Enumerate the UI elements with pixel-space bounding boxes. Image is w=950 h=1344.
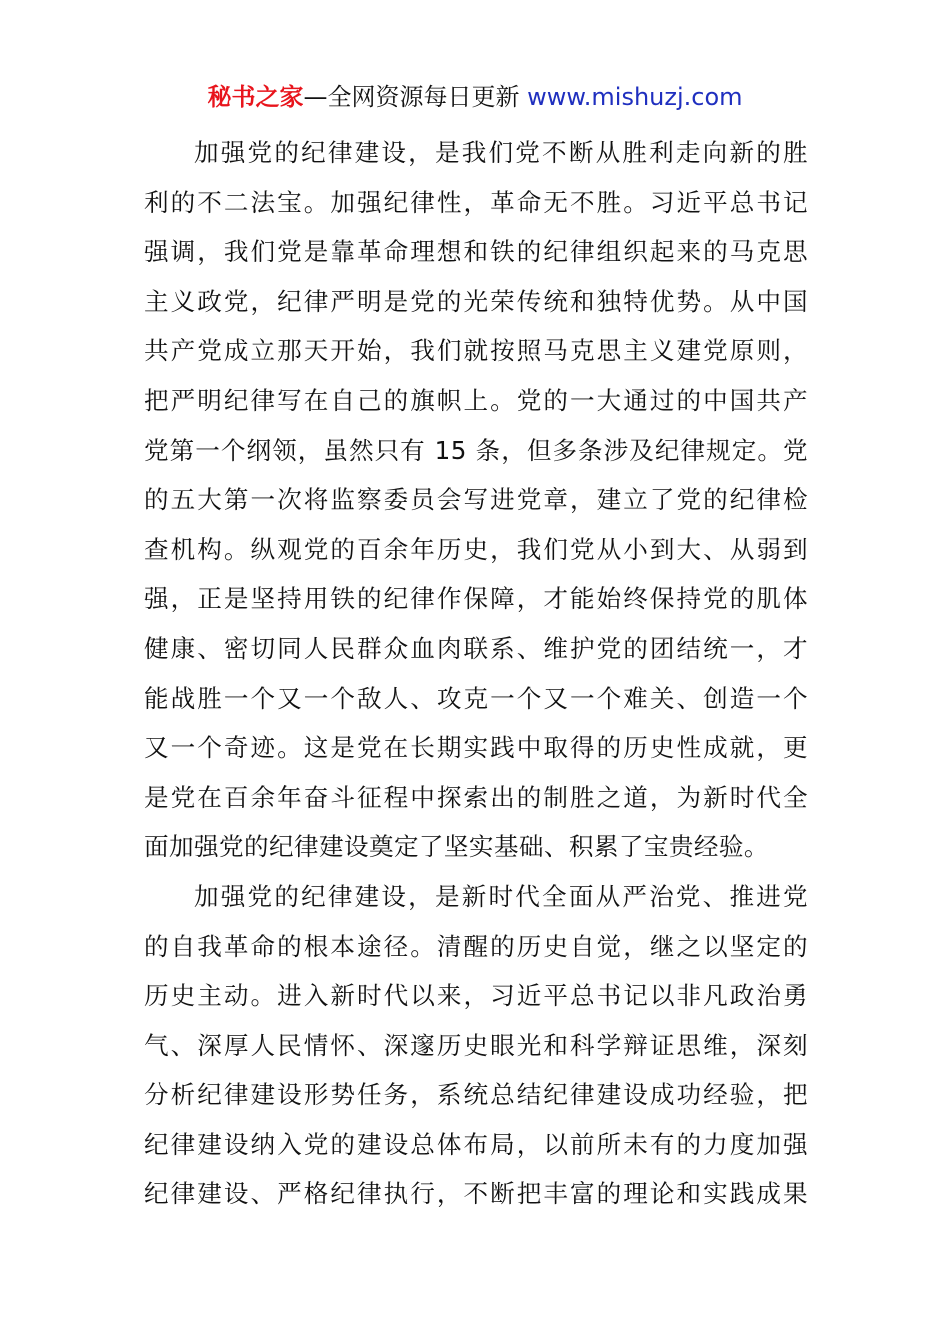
text-line: 强，正是坚持用铁的纪律作保障，才能始终保持党的肌体	[144, 584, 808, 614]
text-line: 气、深厚人民情怀、深邃历史眼光和科学辩证思维，深刻	[144, 1030, 808, 1060]
text-line: 分析纪律建设形势任务，系统总结纪律建设成功经验，把	[144, 1080, 808, 1110]
text-line: 历史主动。进入新时代以来，习近平总书记以非凡政治勇	[144, 981, 808, 1011]
text-line: 的自我革命的根本途径。清醒的历史自觉，继之以坚定的	[144, 931, 808, 961]
document-body	[144, 128, 808, 1219]
text-line: 健康、密切同人民群众血肉联系、维护党的团结统一，才	[144, 633, 808, 663]
text-line: 把严明纪律写在自己的旗帜上。党的一大通过的中国共产	[144, 385, 808, 415]
brand-name: 秘书之家	[207, 83, 304, 111]
text-line: 加强党的纪律建设，是新时代全面从严治党、推进党	[194, 881, 808, 911]
text-line: 面加强党的纪律建设奠定了坚实基础、积累了宝贵经验。	[144, 832, 769, 862]
text-line: 的五大第一次将监察委员会写进党章，建立了党的纪律检	[144, 485, 808, 515]
text-line: 又一个奇迹。这是党在长期实践中取得的历史性成就，更	[144, 733, 808, 763]
header-slogan: —全网资源每日更新	[303, 83, 528, 111]
paragraph	[144, 872, 808, 1219]
text-line: 查机构。纵观党的百余年历史，我们党从小到大、从弱到	[144, 534, 808, 564]
text-line: 是党在百余年奋斗征程中探索出的制胜之道，为新时代全	[144, 782, 808, 812]
text-line: 能战胜一个又一个敌人、攻克一个又一个难关、创造一个	[144, 683, 808, 713]
text-line: 强调，我们党是靠革命理想和铁的纪律组织起来的马克思	[144, 237, 808, 267]
text-line: 党第一个纲领，虽然只有 15 条，但多条涉及纪律规定。党	[144, 435, 808, 465]
text-line: 加强党的纪律建设，是我们党不断从胜利走向新的胜	[194, 138, 808, 167]
site-url-link[interactable]: www.mishuzj.com	[527, 83, 743, 111]
text-line: 共产党成立那天开始，我们就按照马克思主义建党原则，	[144, 336, 808, 366]
text-line: 纪律建设、严格纪律执行，不断把丰富的理论和实践成果	[144, 1179, 808, 1209]
page-header	[0, 80, 950, 114]
text-line: 纪律建设纳入党的建设总体布局，以前所未有的力度加强	[144, 1129, 808, 1159]
text-line: 主义政党，纪律严明是党的光荣传统和独特优势。从中国	[144, 286, 808, 316]
text-line: 利的不二法宝。加强纪律性，革命无不胜。习近平总书记	[144, 187, 808, 217]
paragraph	[144, 128, 808, 872]
